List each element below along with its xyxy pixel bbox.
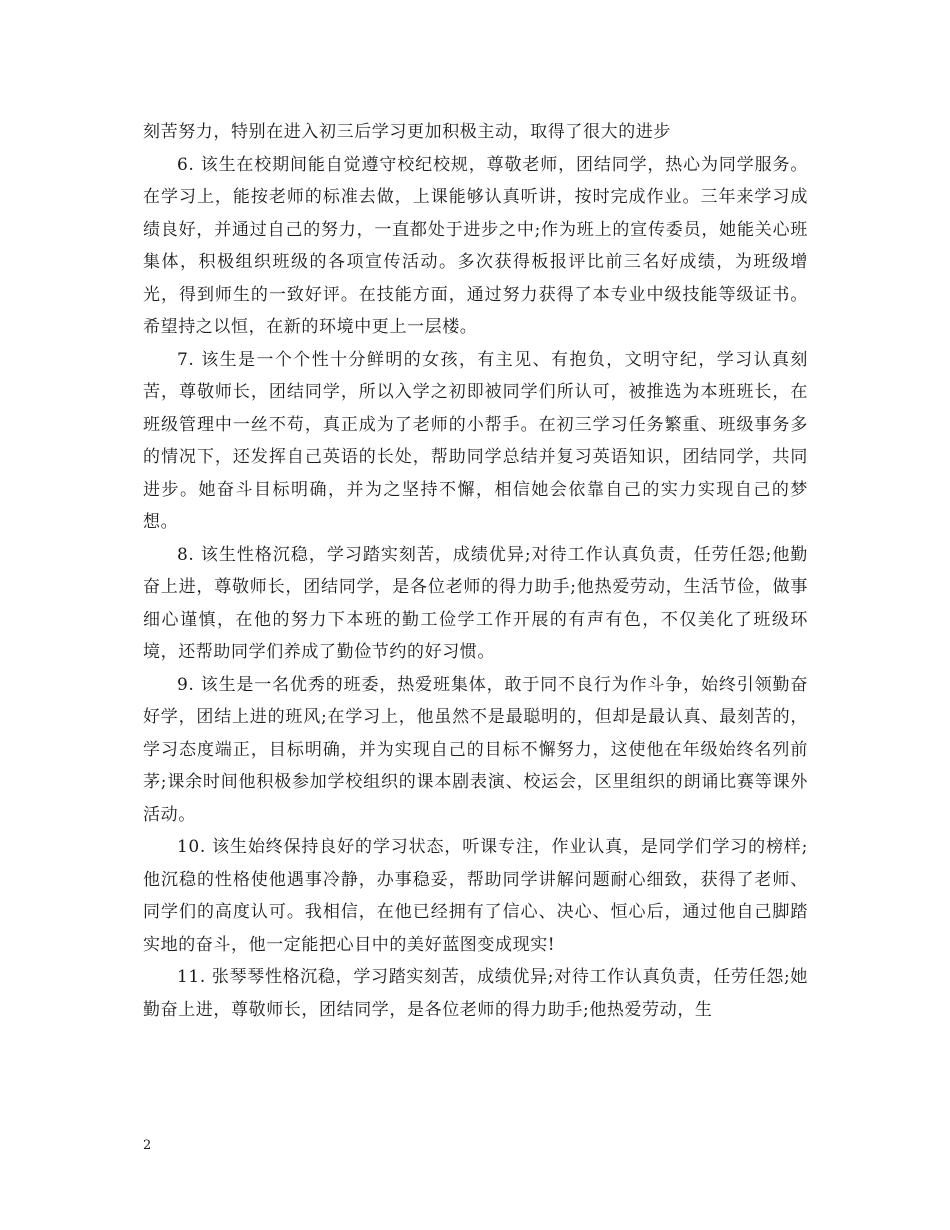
paragraph-item-6: 6. 该生在校期间能自觉遵守校纪校规，尊敬老师，团结同学，热心为同学服务。在学习上，能按老师的标准去做，上课能够认真听讲，按时完成作业。三年来学习成绩良好，并通过自己的努力，一直都处于进步之中;作为班上的宣传委员，她能关心班集体，积极组织班级的各项宣传活动。多次获得板报评比前三名好成绩，为班级增光，得到师生的一致好评。在技能方面，通过努力获得了本专业中级技能等级证书。希望持之以恒，在新的环境中更上一层楼。: [143, 154, 808, 337]
paragraph-item-7: 7. 该生是一个个性十分鲜明的女孩，有主见、有抱负，文明守纪，学习认真刻苦，尊敬师长，团结同学，所以入学之初即被同学们所认可，被推选为本班班长，在班级管理中一丝不苟，真正成为了老师的小帮手。在初三学习任务繁重、班级事务多的情况下，还发挥自己英语的长处，帮助同学总结并复习英语知识，团结同学，共同进步。她奋斗目标明确，并为之坚持不懈，相信她会依靠自己的实力实现自己的梦想。: [143, 349, 808, 532]
page-number: 2: [143, 1138, 152, 1153]
paragraph-item-9: 9. 该生是一名优秀的班委，热爱班集体，敢于同不良行为作斗争，始终引领勤奋好学，团结上进的班风;在学习上，他虽然不是最聪明的，但却是最认真、最刻苦的，学习态度端正，目标明确，并为实现自己的目标不懈努力，这使他在年级始终名列前茅;课余时间他积极参加学校组织的课本剧表演、校运会，区里组织的朗诵比赛等课外活动。: [143, 674, 808, 825]
paragraph-item-11: 11. 张琴琴性格沉稳，学习踏实刻苦，成绩优异;对待工作认真负责，任劳任怨;她勤奋上进，尊敬师长，团结同学，是各位老师的得力助手;他热爱劳动，生: [143, 967, 808, 1020]
paragraph-continuation: 刻苦努力，特别在进入初三后学习更加积极主动，取得了很大的进步: [143, 122, 671, 142]
document-body: [143, 116, 808, 1026]
paragraph-item-8: 8. 该生性格沉稳，学习踏实刻苦，成绩优异;对待工作认真负责，任劳任怨;他勤奋上进，尊敬师长，团结同学，是各位老师的得力助手;他热爱劳动，生活节俭，做事细心谨慎，在他的努力下本班的勤工俭学工作开展的有声有色，不仅美化了班级环境，还帮助同学们养成了勤俭节约的好习惯。: [143, 544, 808, 662]
paragraph-item-10: 10. 该生始终保持良好的学习状态，听课专注，作业认真，是同学们学习的榜样;他沉稳的性格使他遇事冷静，办事稳妥，帮助同学讲解问题耐心细致，获得了老师、同学们的高度认可。我相信，在他已经拥有了信心、决心、恒心后，通过他自己脚踏实地的奋斗，他一定能把心目中的美好蓝图变成现实!: [143, 837, 808, 955]
